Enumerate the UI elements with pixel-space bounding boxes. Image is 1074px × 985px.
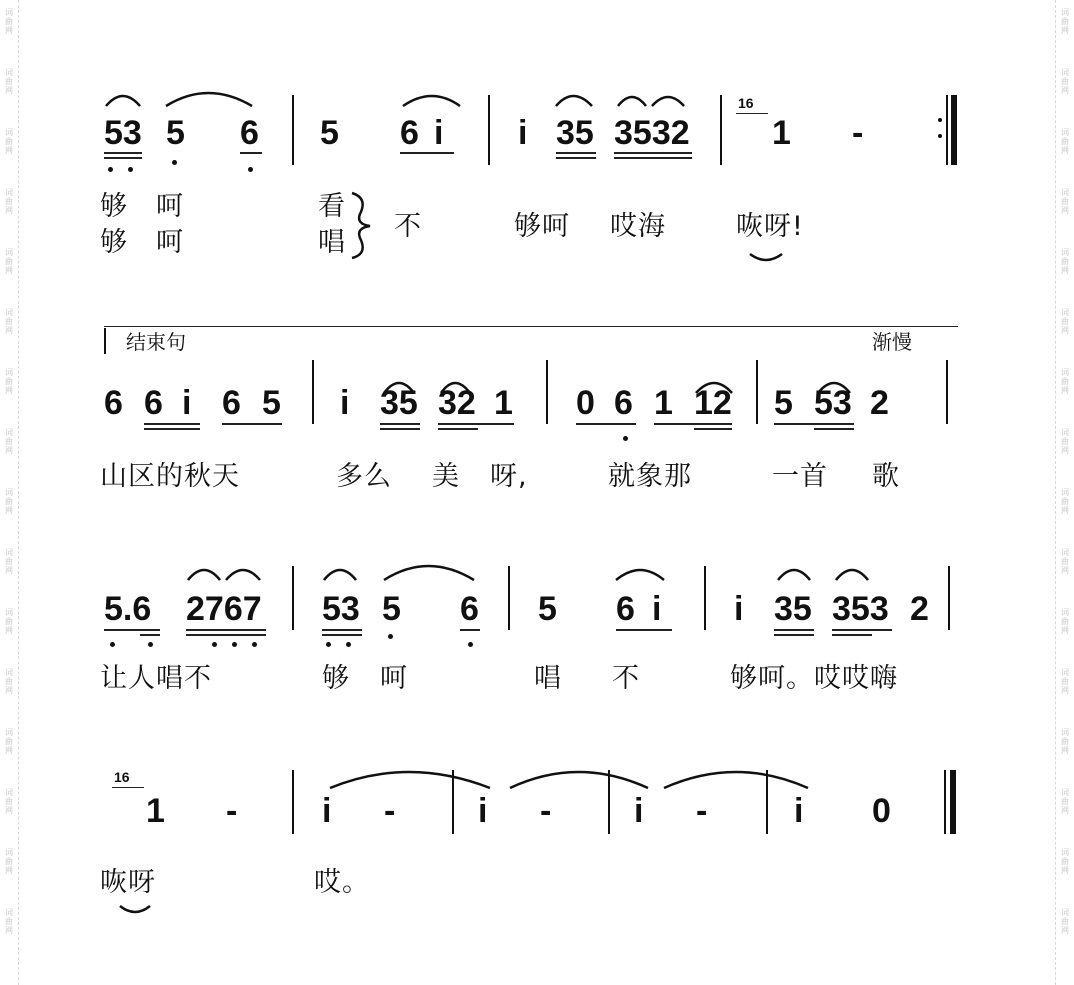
watermark: 词曲网 xyxy=(1061,848,1069,875)
barline xyxy=(756,360,758,424)
watermark: 词曲网 xyxy=(1061,308,1069,335)
note: 6 xyxy=(614,384,633,422)
note-underline xyxy=(186,629,266,631)
watermark: 词曲网 xyxy=(5,908,13,935)
lyric: 哎海 xyxy=(610,211,666,242)
lyric: 够 xyxy=(322,663,350,694)
watermark: 词曲网 xyxy=(5,128,13,155)
barline xyxy=(946,360,948,424)
lyric: 就象那 xyxy=(608,461,692,492)
lyric: 一首 xyxy=(772,461,828,492)
barline-final xyxy=(951,95,957,165)
note: 6 xyxy=(400,114,419,152)
section-marker xyxy=(104,328,106,354)
watermark: 词曲网 xyxy=(1061,488,1069,515)
watermark: 词曲网 xyxy=(5,188,13,215)
lyric: 呵 xyxy=(156,227,184,258)
octave-dot xyxy=(388,634,393,639)
note: 32 xyxy=(438,384,476,422)
note-underline xyxy=(614,157,692,159)
lyric: 哎。 xyxy=(314,867,370,898)
note-underline xyxy=(140,634,160,636)
note: 12 xyxy=(694,384,732,422)
note-underline xyxy=(556,157,596,159)
watermark: 词曲网 xyxy=(5,368,13,395)
note: 53 xyxy=(104,114,142,152)
note-underline xyxy=(694,428,732,430)
watermark: 词曲网 xyxy=(5,548,13,575)
watermark: 词曲网 xyxy=(1061,68,1069,95)
lyric: 唱 xyxy=(318,227,346,258)
watermark: 词曲网 xyxy=(1061,428,1069,455)
note: 1 xyxy=(146,792,165,830)
note-underline xyxy=(322,629,362,631)
note-underline xyxy=(104,152,142,154)
watermark: 词曲网 xyxy=(5,308,13,335)
barline xyxy=(704,566,706,630)
note-underline xyxy=(556,152,596,154)
lyric: 够 xyxy=(100,191,128,222)
lyric: 够 xyxy=(100,227,128,258)
note: - xyxy=(696,792,708,830)
note: 6 xyxy=(144,384,163,422)
note-underline xyxy=(576,423,636,425)
watermark: 词曲网 xyxy=(5,428,13,455)
note: i xyxy=(634,792,644,830)
grace-underline xyxy=(112,787,144,788)
lyric: 够呵 xyxy=(514,211,570,242)
note-underline xyxy=(322,634,362,636)
note-underline xyxy=(832,634,872,636)
octave-dot xyxy=(326,642,331,647)
barline xyxy=(720,95,722,165)
repeat-dot xyxy=(938,118,942,122)
watermark: 词曲网 xyxy=(1061,8,1069,35)
note-underline xyxy=(438,423,514,425)
note: 53 xyxy=(322,590,360,628)
note: 6 xyxy=(460,590,479,628)
watermark: 词曲网 xyxy=(5,668,13,695)
note: 5.6 xyxy=(104,590,152,628)
section-line xyxy=(104,326,958,327)
watermark: 词曲网 xyxy=(1061,908,1069,935)
lyric: 歌 xyxy=(872,461,900,492)
octave-dot xyxy=(108,167,113,172)
note-underline xyxy=(400,152,454,154)
grace-note: 16 xyxy=(738,95,754,111)
watermark: 词曲网 xyxy=(5,8,13,35)
note: 6 xyxy=(104,384,123,422)
note-underline xyxy=(832,629,892,631)
watermark: 词曲网 xyxy=(5,788,13,815)
barline xyxy=(488,95,490,165)
octave-dot xyxy=(232,642,237,647)
note-underline xyxy=(380,423,420,425)
note-underline xyxy=(616,629,672,631)
note: 5 xyxy=(320,114,339,152)
octave-dot xyxy=(110,642,115,647)
note: 1 xyxy=(494,384,513,422)
note: 53 xyxy=(814,384,852,422)
note-underline xyxy=(380,428,420,430)
note-underline xyxy=(104,157,142,159)
watermark: 词曲网 xyxy=(5,68,13,95)
lyric: 看 xyxy=(318,191,346,222)
section-label: 结束句 xyxy=(126,330,186,354)
note: i xyxy=(478,792,488,830)
lyric: 够呵。哎哎嗨 xyxy=(730,663,898,694)
note-underline xyxy=(774,634,814,636)
note: 6 xyxy=(240,114,259,152)
barline xyxy=(452,770,454,834)
octave-dot xyxy=(346,642,351,647)
watermark: 词曲网 xyxy=(1061,548,1069,575)
note: 6 xyxy=(222,384,241,422)
note: i xyxy=(652,590,662,628)
note: 353 xyxy=(832,590,889,628)
note: 2 xyxy=(910,590,929,628)
note: i xyxy=(340,384,350,422)
note-underline xyxy=(144,423,200,425)
watermark: 词曲网 xyxy=(5,848,13,875)
note: 3532 xyxy=(614,114,690,152)
note-underline xyxy=(104,629,160,631)
barline-final xyxy=(950,770,956,834)
lyric: 咴呀 xyxy=(100,867,156,898)
note-underline xyxy=(222,423,282,425)
watermark: 词曲网 xyxy=(1061,368,1069,395)
barline xyxy=(292,770,294,834)
note-underline xyxy=(654,423,732,425)
lyric: 咴呀! xyxy=(736,211,804,242)
lyric: 唱 xyxy=(534,663,562,694)
note-underline xyxy=(774,629,814,631)
note: i xyxy=(322,792,332,830)
lyric: 不 xyxy=(612,663,640,694)
repeat-dot xyxy=(938,134,942,138)
lyric: 多么 xyxy=(336,461,392,492)
watermark: 词曲网 xyxy=(5,608,13,635)
note: i xyxy=(518,114,528,152)
note-underline xyxy=(814,428,854,430)
note: i xyxy=(182,384,192,422)
note: 5 xyxy=(262,384,281,422)
note: 1 xyxy=(654,384,673,422)
octave-dot xyxy=(468,642,473,647)
lyric: 呀, xyxy=(490,461,528,492)
watermark: 词曲网 xyxy=(1061,248,1069,275)
octave-dot xyxy=(172,160,177,165)
octave-dot xyxy=(623,436,628,441)
barline xyxy=(946,95,948,165)
note: 5 xyxy=(774,384,793,422)
note: 1 xyxy=(772,114,791,152)
watermark: 词曲网 xyxy=(1061,728,1069,755)
barline xyxy=(546,360,548,424)
note: 6 xyxy=(616,590,635,628)
octave-dot xyxy=(212,642,217,647)
octave-dot xyxy=(248,167,253,172)
note: 5 xyxy=(166,114,185,152)
note: 35 xyxy=(774,590,812,628)
note: 35 xyxy=(556,114,594,152)
lyric: 呵 xyxy=(156,191,184,222)
note-underline xyxy=(144,428,200,430)
barline xyxy=(948,566,950,630)
note: - xyxy=(540,792,552,830)
barline xyxy=(944,770,946,834)
note: 35 xyxy=(380,384,418,422)
lyric: 不 xyxy=(394,211,422,242)
watermark: 词曲网 xyxy=(1061,668,1069,695)
lyric: 山区的秋天 xyxy=(100,461,240,492)
octave-dot xyxy=(148,642,153,647)
watermark: 词曲网 xyxy=(1061,788,1069,815)
note-underline xyxy=(774,423,854,425)
note: i xyxy=(734,590,744,628)
watermark: 词曲网 xyxy=(5,248,13,275)
octave-dot xyxy=(252,642,257,647)
barline xyxy=(766,770,768,834)
barline xyxy=(292,95,294,165)
octave-dot xyxy=(128,167,133,172)
note: 0 xyxy=(576,384,595,422)
watermark: 词曲网 xyxy=(5,728,13,755)
note: 0 xyxy=(872,792,891,830)
barline xyxy=(292,566,294,630)
note: - xyxy=(226,792,238,830)
barline xyxy=(608,770,610,834)
note: 5 xyxy=(382,590,401,628)
lyric: 让人唱不 xyxy=(100,663,212,694)
grace-note: 16 xyxy=(114,769,130,785)
note-underline xyxy=(186,634,266,636)
note: - xyxy=(852,114,864,152)
barline xyxy=(312,360,314,424)
lyric: 呵 xyxy=(380,663,408,694)
lyric: 美 xyxy=(432,461,460,492)
watermark: 词曲网 xyxy=(1061,188,1069,215)
note-underline xyxy=(614,152,692,154)
watermark: 词曲网 xyxy=(5,488,13,515)
note: 2767 xyxy=(186,590,262,628)
note: 5 xyxy=(538,590,557,628)
grace-underline xyxy=(736,113,768,114)
note: i xyxy=(794,792,804,830)
tempo-label: 渐慢 xyxy=(872,330,912,354)
barline xyxy=(508,566,510,630)
note-underline xyxy=(438,428,478,430)
note-underline xyxy=(460,629,480,631)
note: 2 xyxy=(870,384,889,422)
watermark: 词曲网 xyxy=(1061,608,1069,635)
note-underline xyxy=(240,152,262,154)
note: - xyxy=(384,792,396,830)
note: i xyxy=(434,114,444,152)
watermark: 词曲网 xyxy=(1061,128,1069,155)
